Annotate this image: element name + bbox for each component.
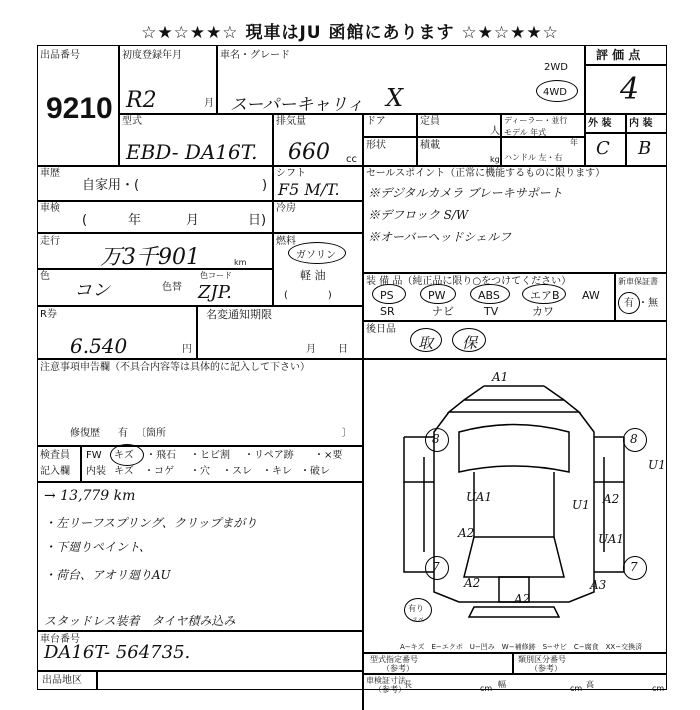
after-doc-1: 保 <box>462 334 478 352</box>
score-label: 評 価 点 <box>596 48 641 62</box>
divider <box>80 445 82 481</box>
displacement-value: 660 <box>288 140 330 165</box>
equip-ps-circle <box>372 284 406 304</box>
sales-point-0: ※デジタルカメラ ブレーキサポート <box>368 186 563 200</box>
equip-sr: SR <box>380 305 395 318</box>
inspector-row2-2: ・コゲ <box>144 466 174 477</box>
mileage-label: 走行 <box>40 236 60 247</box>
sales-point-2: ※オーバーヘッドシェルフ <box>368 230 512 244</box>
divider <box>37 305 362 307</box>
repair-close: 〕 <box>342 428 352 439</box>
dims-label: 車検証寸法 <box>366 676 406 685</box>
sales-points-label: セールスポイント（正常に機能するものに限ります） <box>366 168 606 179</box>
inspector-row2-4: ・スレ <box>222 466 252 477</box>
damage-mark: 8 <box>630 432 638 446</box>
color-value: コン <box>74 280 110 301</box>
location-label: 出品地区 <box>42 675 82 686</box>
damage-mark: A2 <box>464 576 481 590</box>
drive-4wd-circle <box>536 80 578 102</box>
dims-wide-unit: cm <box>570 684 583 693</box>
fuel-label: 燃料 <box>276 236 296 247</box>
capacity-label: 定員 <box>420 116 440 127</box>
frame-label: 車台番号 <box>40 634 80 645</box>
notes-label: 注意事項申告欄（不具合内容等は具体的に記入して下さい） <box>40 362 310 373</box>
divider <box>272 113 274 165</box>
divider <box>216 45 218 113</box>
divider <box>37 670 362 672</box>
inspector-row1-3: ・ヒビ割 <box>190 450 230 461</box>
tax-notice-day: 日 <box>338 344 348 355</box>
inspector-row2-3: ・穴 <box>190 466 210 477</box>
fuel-gas: ガソリン <box>296 250 336 261</box>
inspector-row2-1: キズ <box>114 466 134 477</box>
chassis-type-label: 型式 <box>122 116 142 127</box>
drive-4wd: 4WD <box>543 87 567 98</box>
memo-line-2: ・下廻りペイント、 <box>44 540 151 554</box>
color-code-value: ZJP. <box>198 282 232 303</box>
damage-mark: 7 <box>630 560 638 574</box>
divider <box>614 272 616 320</box>
divider <box>196 305 198 358</box>
shift-label: シフト <box>276 168 306 179</box>
divider <box>584 64 667 66</box>
divider <box>625 113 627 165</box>
divider <box>362 136 584 138</box>
divider <box>362 358 667 360</box>
inspector-row2-0: 内装 <box>86 466 106 477</box>
load-unit: kg <box>490 155 500 164</box>
inspection-label: 車検 <box>40 203 60 214</box>
after-doc-0-circle <box>410 328 442 352</box>
memo-line-1: ・左リーフスプリング、クリップまがり <box>44 516 258 530</box>
divider <box>362 113 364 165</box>
damage-mark: A3 <box>590 578 607 592</box>
model-year-label: モデル 年式 <box>504 128 547 137</box>
after-doc-0: 取 <box>418 334 434 352</box>
chassis-type-value: EBD- DA16T. <box>126 140 258 164</box>
inspector-row1-4: ・リペア跡 <box>244 450 294 461</box>
fuel-gas-circle <box>288 242 346 264</box>
damage-mark: U1 <box>648 458 666 472</box>
inspector-row1-0: FW <box>86 450 102 461</box>
divider <box>96 670 98 690</box>
load-label: 積載 <box>420 140 440 151</box>
handle-label: ハンドル 左・右 <box>504 153 563 162</box>
r-ticket-value: 6.540 <box>70 334 128 358</box>
model-grade: X <box>386 84 404 112</box>
class-no-ref: （参考） <box>530 664 562 673</box>
color-label: 色 <box>40 271 50 282</box>
dims-wide: 幅 <box>498 680 506 689</box>
equip-pw: PW <box>428 289 446 302</box>
inspector-label: 検査員 <box>40 450 70 461</box>
scratch-circle <box>110 444 144 466</box>
warranty-label: 新車保証書 <box>618 277 658 286</box>
memo-studless: スタッドレス装着 タイヤ積み込み <box>44 614 236 628</box>
inspector-row2-5: ・キレ <box>262 466 292 477</box>
fuel-paren: ( ) <box>284 290 332 301</box>
tax-notice-month: 月 <box>306 344 316 355</box>
lot-number: 9210 <box>46 92 113 125</box>
interior-value: B <box>638 138 652 159</box>
inspector-row1-2: ・飛石 <box>146 450 176 461</box>
displacement-label: 排気量 <box>276 116 306 127</box>
damage-legend: A−キズ E−エクボ U−凹み W−補修跡 S−サビ C−腐食 XX−交換済 <box>400 643 643 651</box>
frame-value: DA16T- 564735. <box>44 642 191 663</box>
first-reg-month: 月 <box>204 98 214 109</box>
dims-ref: （参考） <box>374 685 406 694</box>
divider <box>37 358 362 360</box>
inspection-day: 日) <box>248 213 267 228</box>
equip-pw-circle <box>420 284 456 304</box>
equip-ps: PS <box>380 289 394 302</box>
divider <box>37 445 362 447</box>
memo-line-3: ・荷台、アオリ廻りAU <box>44 568 171 582</box>
drive-2wd: 2WD <box>544 62 568 73</box>
repair-label: 修復歴 <box>70 428 100 439</box>
type-no-ref: （参考） <box>382 664 414 673</box>
divider <box>37 200 362 202</box>
equip-airbag: エアB <box>530 289 560 302</box>
shape-label: 形状 <box>366 140 386 151</box>
exterior-label: 外 装 <box>588 118 612 129</box>
displacement-unit: cc <box>346 154 357 165</box>
shift-value: F5 M/T. <box>278 180 340 199</box>
inspection-year: 年 <box>128 213 142 228</box>
memo-line-0: → 13,779 km <box>44 488 136 504</box>
divider <box>584 45 586 165</box>
dims-long-unit: cm <box>480 684 493 693</box>
model-name: スーパーキャリィ <box>230 95 364 115</box>
divider <box>37 165 667 167</box>
equip-abs-circle <box>470 284 510 304</box>
history-value: 自家用・( <box>82 178 140 193</box>
class-no-label: 類別区分番号 <box>518 655 566 664</box>
history-label: 車歴 <box>40 168 60 179</box>
dims-high-unit: cm <box>652 684 665 693</box>
spare-tire-label: 有り <box>408 604 424 613</box>
after-docs-label: 後日品 <box>366 324 396 335</box>
divider <box>37 232 362 234</box>
ac-label: 冷房 <box>276 203 296 214</box>
sales-point-1: ※デフロック S/W <box>368 208 469 222</box>
damage-mark: A1 <box>492 370 509 384</box>
exterior-value: C <box>596 138 610 159</box>
damage-mark: UA1 <box>466 490 493 504</box>
divider <box>362 673 667 675</box>
model-year-unit: 年 <box>570 138 578 147</box>
first-reg-year: R2 <box>126 88 157 113</box>
inspector-fill-label: 記入欄 <box>40 466 70 477</box>
door-label: ドア <box>366 116 386 127</box>
interior-label: 内 装 <box>629 118 653 129</box>
inspector-row1-1: キズ <box>114 450 134 461</box>
score-value: 4 <box>620 72 640 107</box>
r-ticket-label: R券 <box>40 309 57 320</box>
inspector-row2-6: ・破レ <box>300 466 330 477</box>
damage-mark: A2 <box>514 592 531 606</box>
dims-long: 長 <box>404 680 412 689</box>
equipment-label: 装 備 品（純正品に限り○をつけてください） <box>366 276 572 287</box>
dealer-label: ディーラー・並行 <box>504 116 568 125</box>
history-close: ) <box>262 178 268 193</box>
divider <box>37 630 362 632</box>
damage-mark: A2 <box>458 526 475 540</box>
damage-mark: UA1 <box>598 532 625 546</box>
color-change-label: 色替 <box>162 282 182 293</box>
equip-abs: ABS <box>478 289 500 302</box>
warranty-no: ・無 <box>638 298 658 309</box>
capacity-unit: 人 <box>490 126 500 137</box>
fuel-diesel: 軽 油 <box>300 269 326 282</box>
dims-high: 高 <box>586 680 594 689</box>
divider <box>500 113 502 165</box>
r-ticket-unit: 円 <box>182 344 192 355</box>
spare-tire-sub: スペ <box>412 617 425 624</box>
inspection-month: 月 <box>186 213 200 228</box>
divider <box>416 113 418 165</box>
divider <box>362 652 667 654</box>
damage-mark: A2 <box>603 492 620 506</box>
page-title: ☆★☆★★☆ 現車はJU 函館にあります ☆★☆★★☆ <box>141 23 559 43</box>
first-reg-label: 初度登録年月 <box>122 50 182 61</box>
equip-tv: TV <box>484 305 499 318</box>
damage-mark: 8 <box>432 432 440 446</box>
equip-leather: カワ <box>532 305 554 318</box>
tax-notice-label: 名変通知期限 <box>206 308 272 321</box>
divider <box>362 320 667 322</box>
after-doc-1-circle <box>452 328 486 352</box>
equip-navi: ナビ <box>432 305 454 318</box>
warranty-yes: 有 <box>624 298 634 309</box>
repair-value: 有 <box>118 428 128 439</box>
damage-mark: 7 <box>432 560 440 574</box>
inspector-row1-5: ・×要 <box>314 450 343 461</box>
divider <box>512 652 514 673</box>
mileage-unit: km <box>234 258 247 267</box>
divider <box>272 165 274 305</box>
divider <box>362 272 667 274</box>
inspection-open: ( <box>82 213 88 228</box>
model-label: 車名・グレード <box>220 50 290 61</box>
mileage-value: 万3千901 <box>100 245 200 270</box>
equip-airbag-circle <box>522 284 566 304</box>
divider <box>118 45 120 165</box>
divider <box>37 481 362 483</box>
type-no-label: 型式指定番号 <box>370 655 418 664</box>
equip-aw: AW <box>582 289 600 302</box>
warranty-yes-circle <box>618 292 640 314</box>
lot-label: 出品番号 <box>40 50 80 61</box>
color-code-label: 色コード <box>200 271 232 280</box>
repair-place: 〔箇所 <box>136 428 166 439</box>
damage-mark: U1 <box>572 498 590 512</box>
